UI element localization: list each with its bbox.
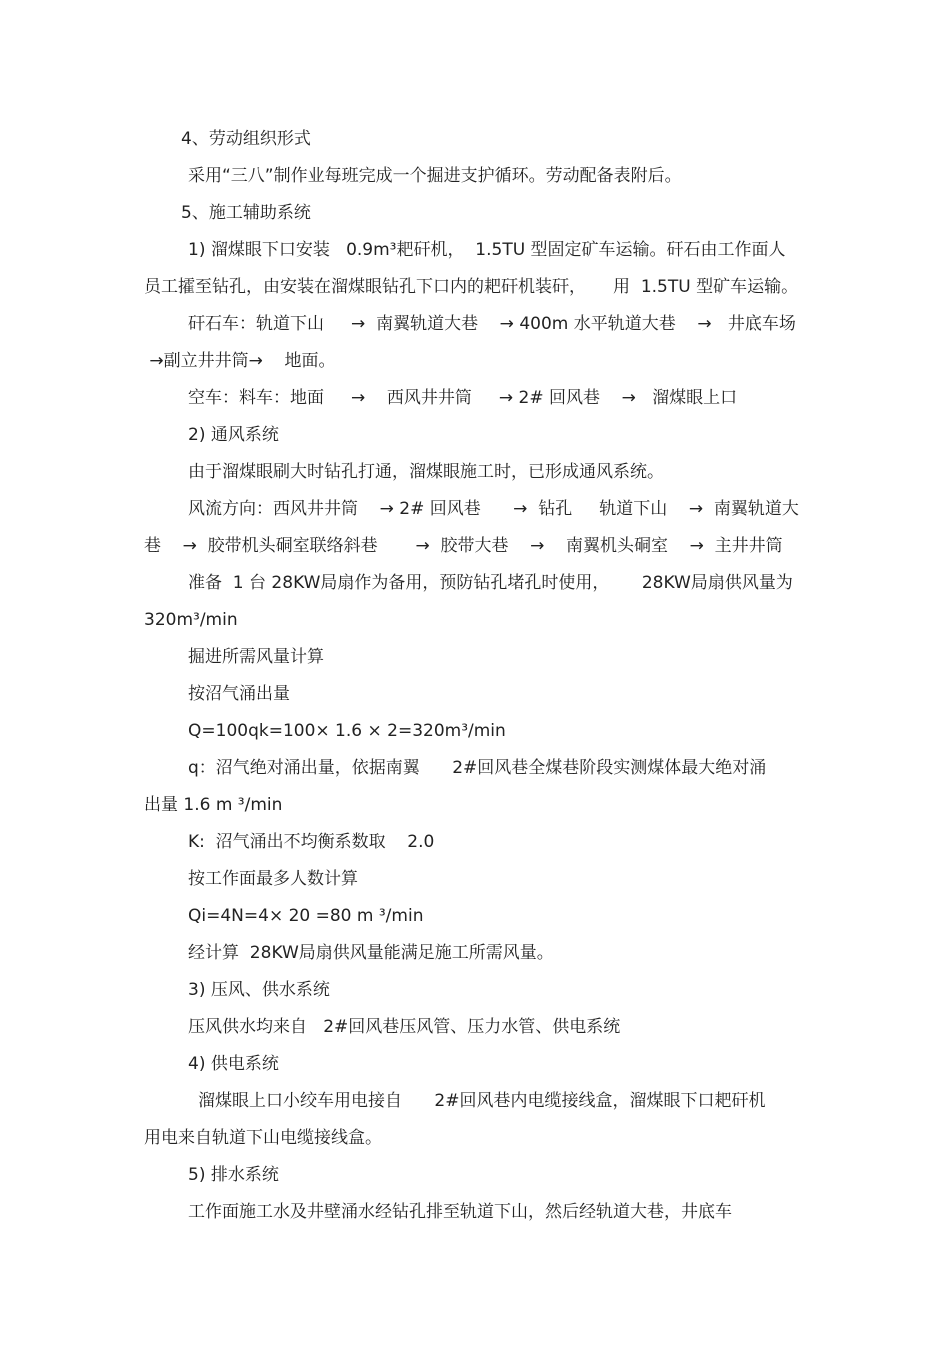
paragraph-line: 出量 1.6 m ³/min xyxy=(144,795,283,815)
paragraph-line: 压风供水均来自 2#回风巷压风管、压力水管、供电系统 xyxy=(188,1017,621,1037)
paragraph-line: 工作面施工水及井壁涌水经钻孔排至轨道下山，然后经轨道大巷，井底车 xyxy=(188,1202,732,1222)
paragraph-line: 由于溜煤眼刷大时钻孔打通，溜煤眼施工时，已形成通风系统。 xyxy=(188,462,664,482)
subsection-heading-drainage: 5) 排水系统 xyxy=(188,1165,279,1185)
subsection-heading-compressed-air-water: 3) 压风、供水系统 xyxy=(188,980,330,1000)
paragraph-line: →副立井井筒→ 地面。 xyxy=(144,351,336,371)
paragraph-line: 1) 溜煤眼下口安装 0.9m³耙矸机， 1.5TU 型固定矿车运输。矸石由工作面人 xyxy=(188,240,786,260)
paragraph-line: 空车：料车：地面 → 西风井井筒 → 2# 回风巷 → 溜煤眼上口 xyxy=(188,388,738,408)
paragraph-line: 巷 → 胶带机头硐室联络斜巷 → 胶带大巷 → 南翼机头硐室 → 主井井筒 xyxy=(144,536,783,556)
paragraph-line: K: 沼气涌出不均衡系数取 2.0 xyxy=(188,832,435,852)
paragraph-line: q：沼气绝对涌出量，依据南翼 2#回风巷全煤巷阶段实测煤体最大绝对涌 xyxy=(188,758,767,778)
paragraph-line: 溜煤眼上口小绞车用电接自 2#回风巷内电缆接线盒，溜煤眼下口耙矸机 xyxy=(198,1091,766,1111)
paragraph-line: 风流方向：西风井井筒 → 2# 回风巷 → 钻孔 轨道下山 → 南翼轨道大 xyxy=(188,499,799,519)
paragraph-line: 采用“三八”制作业每班完成一个掘进支护循环。劳动配备表附后。 xyxy=(188,166,682,186)
paragraph-line: 掘进所需风量计算 xyxy=(188,647,324,667)
formula-line: Qi=4N=4× 20 =80 m ³/min xyxy=(188,906,424,926)
section-heading-auxiliary-systems: 5、施工辅助系统 xyxy=(181,203,311,223)
paragraph-line: 员工攉至钻孔，由安装在溜煤眼钻孔下口内的耙矸机装矸， 用 1.5TU 型矿车运输。 xyxy=(144,277,799,297)
paragraph-line: 按沼气涌出量 xyxy=(188,684,290,704)
paragraph-line: 经计算 28KW局扇供风量能满足施工所需风量。 xyxy=(188,943,554,963)
paragraph-line: 准备 1 台 28KW局扇作为备用，预防钻孔堵孔时使用， 28KW局扇供风量为 xyxy=(188,573,793,593)
paragraph-line: 按工作面最多人数计算 xyxy=(188,869,358,889)
paragraph-line: 用电来自轨道下山电缆接线盒。 xyxy=(144,1128,382,1148)
formula-line: Q=100qk=100× 1.6 × 2=320m³/min xyxy=(188,721,506,741)
subsection-heading-power-supply: 4) 供电系统 xyxy=(188,1054,279,1074)
subsection-heading-ventilation: 2) 通风系统 xyxy=(188,425,279,445)
section-heading-labor-organization: 4、劳动组织形式 xyxy=(181,129,311,149)
paragraph-line: 320m³/min xyxy=(144,610,238,630)
paragraph-line: 矸石车：轨道下山 → 南翼轨道大巷 → 400m 水平轨道大巷 → 井底车场 xyxy=(188,314,796,334)
